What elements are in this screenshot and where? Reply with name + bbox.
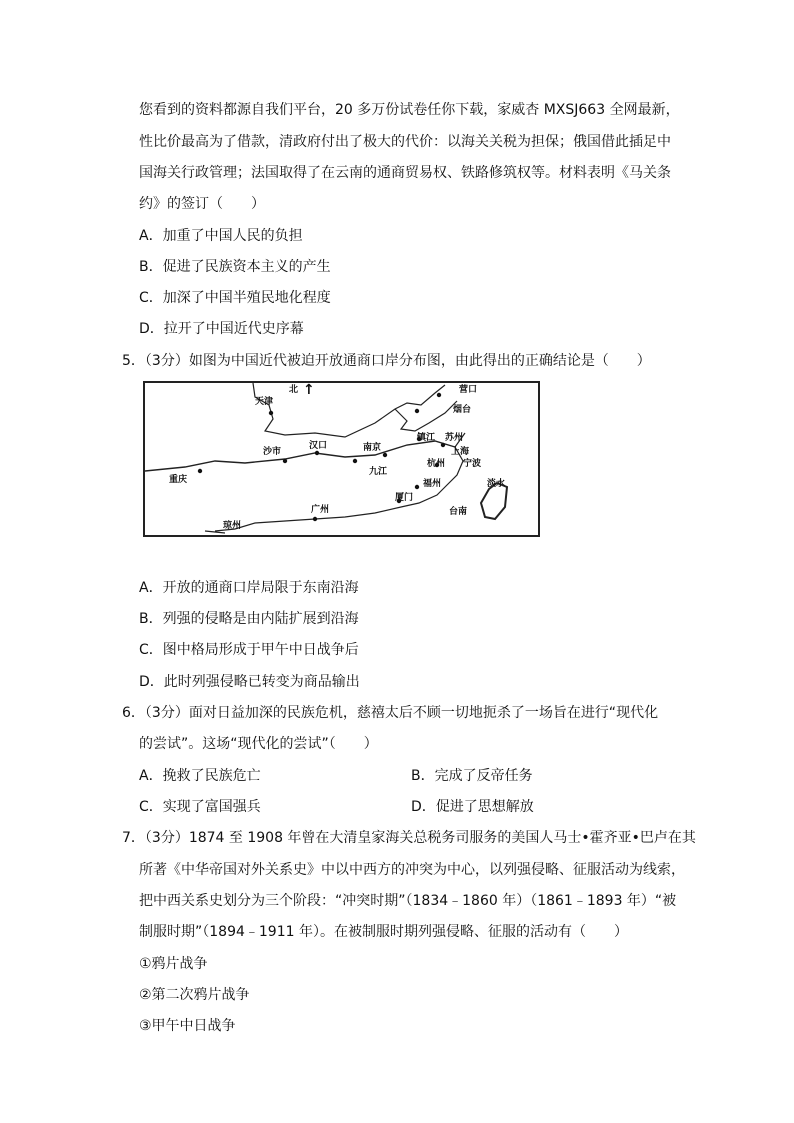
q7-item-3: ③甲午中日战争 [139, 1018, 236, 1034]
map-label-nanjing: 南京 [363, 443, 382, 453]
map-label-jiujiang: 九江 [369, 467, 388, 477]
q5-stem: 5．（3分）如图为中国近代被迫开放通商口岸分布图，由此得出的正确结论是（ ） [122, 353, 651, 369]
q4-option-b[interactable]: B．促进了民族资本主义的产生 [139, 259, 331, 275]
q4-option-c[interactable]: C．加深了中国半殖民地化程度 [139, 290, 331, 306]
map-label-tianjin: 天津 [255, 397, 274, 407]
map-label-shashi: 沙市 [263, 447, 282, 457]
map-label-chongqing: 重庆 [169, 475, 188, 485]
map-label-fuzhou: 福州 [423, 479, 442, 489]
map-label-yantai: 烟台 [453, 405, 472, 415]
map-label-hankou: 汉口 [309, 441, 328, 451]
q4-option-a[interactable]: A．加重了中国人民的负担 [139, 228, 303, 244]
map-label-suzhou: 苏州 [445, 433, 464, 443]
north-arrow-icon: ↑ [303, 382, 315, 398]
map-label-qiongzhou: 琼州 [223, 521, 242, 531]
map-label-xiamen: 厦门 [395, 493, 414, 503]
q6-stem-line-2: 的尝试”。这场“现代化的尝试”（ ） [139, 736, 378, 752]
map-label-ningbo: 宁波 [463, 459, 482, 469]
q6-option-d[interactable]: D．促进了思想解放 [411, 799, 534, 815]
q6-option-c[interactable]: C．实现了富国强兵 [139, 799, 261, 815]
q4-option-d[interactable]: D．拉开了中国近代史序幕 [139, 321, 304, 337]
map-label-zhenjiang: 镇江 [417, 433, 436, 443]
q5-option-d[interactable]: D．此时列强侵略已转变为商品输出 [139, 674, 360, 690]
map-label-danshui: 淡水 [487, 479, 506, 489]
map-label-yingkou: 营口 [459, 385, 478, 395]
q4-line-4: 约》的签订（ ） [139, 196, 265, 212]
q7-stem-line-4: 制服时期”（1894﹣1911 年）。在被制服时期列强侵略、征服的活动有（ ） [139, 924, 628, 940]
treaty-ports-map [143, 381, 540, 537]
q4-line-1: 您看到的资料都源自我们平台，20 多万份试卷任你下载，家威杏 MXSJ663 全网最新， [139, 102, 680, 118]
q4-line-2: 性比价最高为了借款，清政府付出了极大的代价：以海关关税为担保；俄国借此插足中 [139, 134, 671, 150]
q5-option-b[interactable]: B．列强的侵略是由内陆扩展到沿海 [139, 611, 359, 627]
map-label-hangzhou: 杭州 [427, 459, 446, 469]
map-label-shanghai: 上海 [451, 447, 470, 457]
q7-stem-line-1: 7．（3分）1874 至 1908 年曾在大清皇家海关总税务司服务的美国人马士•霍齐亚•巴卢在其 [122, 830, 696, 846]
q4-line-3: 国海关行政管理；法国取得了在云南的通商贸易权、铁路修筑权等。材料表明《马关条 [139, 165, 671, 181]
q7-item-2: ②第二次鸦片战争 [139, 987, 250, 1003]
q6-option-b[interactable]: B．完成了反帝任务 [411, 768, 533, 784]
q6-option-a[interactable]: A．挽救了民族危亡 [139, 768, 261, 784]
q7-stem-line-2: 所著《中华帝国对外关系史》中以中西方的冲突为中心，以列强侵略、征服活动为线索， [139, 862, 685, 878]
q5-option-a[interactable]: A．开放的通商口岸局限于东南沿海 [139, 580, 359, 596]
q7-item-1: ①鸦片战争 [139, 956, 208, 972]
q7-stem-line-3: 把中西关系史划分为三个阶段：“冲突时期”（1834﹣1860 年）（1861﹣1893 年）“被 [139, 893, 677, 909]
q5-option-c[interactable]: C．图中格局形成于甲午中日战争后 [139, 642, 359, 658]
map-label-tainan: 台南 [449, 507, 468, 517]
map-label-guangzhou: 广州 [311, 505, 330, 515]
map-label-north: 北 [289, 385, 299, 395]
q6-stem-line-1: 6．（3分）面对日益加深的民族危机，慈禧太后不顾一切地扼杀了一场旨在进行“现代化 [122, 705, 659, 721]
